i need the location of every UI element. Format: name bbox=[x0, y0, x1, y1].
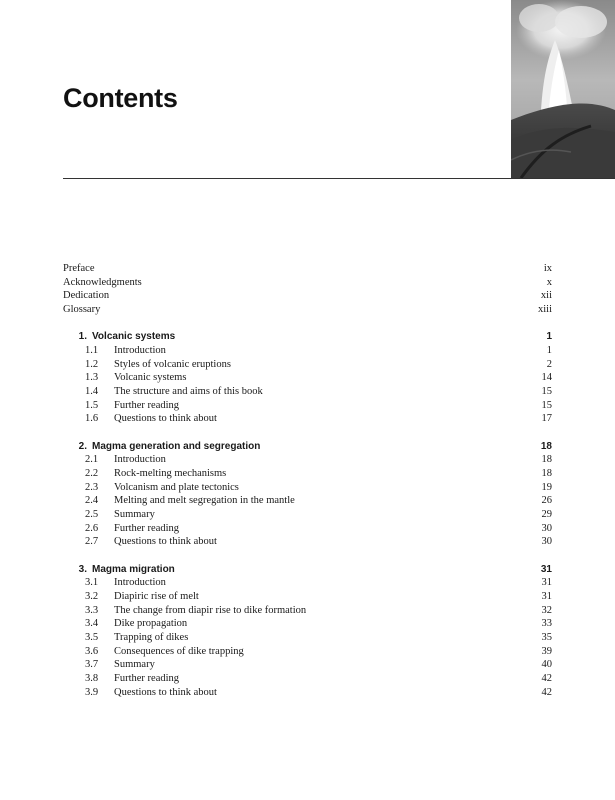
section-number: 3.1 bbox=[85, 577, 99, 589]
section-page: 30 bbox=[541, 536, 552, 548]
chapter-number: 2. bbox=[78, 440, 87, 452]
section-number: 1.6 bbox=[85, 413, 99, 425]
section-title: Volcanism and plate tectonics bbox=[114, 481, 239, 493]
section-page: 31 bbox=[541, 590, 552, 602]
section-page: 15 bbox=[541, 399, 552, 411]
chapter-title: Volcanic systems bbox=[92, 331, 176, 343]
toc-entry-dedication[interactable] bbox=[63, 289, 552, 303]
page-title: Contents bbox=[63, 83, 178, 113]
chapter-title: Magma migration bbox=[92, 563, 175, 575]
section-page: 33 bbox=[541, 618, 552, 630]
section-title: Dike propagation bbox=[114, 618, 188, 630]
section-entry[interactable] bbox=[63, 604, 552, 618]
section-page: 15 bbox=[541, 386, 552, 397]
section-entry[interactable] bbox=[63, 576, 552, 590]
section-number: 3.5 bbox=[85, 632, 99, 643]
section-entry[interactable] bbox=[63, 481, 552, 495]
chapter-number: 1. bbox=[78, 331, 87, 343]
section-entry[interactable] bbox=[63, 385, 552, 399]
section-number: 3.6 bbox=[85, 645, 99, 657]
section-page: 35 bbox=[541, 632, 552, 643]
section-title: Melting and melt segregation in the mantle bbox=[114, 495, 295, 507]
chapter-title: Magma generation and segregation bbox=[92, 440, 261, 452]
section-number: 1.1 bbox=[85, 344, 99, 356]
toc-entry-acknowledgments[interactable] bbox=[63, 276, 552, 290]
section-number: 3.3 bbox=[85, 604, 99, 616]
section-entry[interactable] bbox=[63, 358, 552, 372]
section-title: Summary bbox=[114, 659, 155, 671]
section-number: 3.7 bbox=[85, 659, 99, 671]
section-entry[interactable] bbox=[63, 508, 552, 522]
section-title: Introduction bbox=[114, 454, 166, 466]
section-page: 42 bbox=[541, 673, 552, 685]
section-entry[interactable] bbox=[63, 686, 552, 700]
chapter-1 bbox=[63, 330, 552, 426]
section-page: 29 bbox=[541, 509, 552, 520]
section-page: 32 bbox=[541, 604, 552, 616]
section-entry[interactable] bbox=[63, 522, 552, 536]
section-entry[interactable] bbox=[63, 658, 552, 672]
entry-page: ix bbox=[543, 263, 552, 274]
section-title: Diapiric rise of melt bbox=[114, 590, 199, 602]
section-page: 30 bbox=[541, 522, 552, 534]
entry-title: Preface bbox=[63, 263, 95, 274]
section-entry[interactable] bbox=[63, 672, 552, 686]
section-number: 3.9 bbox=[85, 686, 99, 698]
entry-page: xii bbox=[540, 290, 552, 302]
chapter-heading[interactable] bbox=[63, 440, 552, 454]
section-entry[interactable] bbox=[63, 535, 552, 549]
section-entry[interactable] bbox=[63, 344, 552, 358]
section-title: The change from diapir rise to dike formation bbox=[114, 604, 307, 616]
section-number: 3.8 bbox=[85, 673, 99, 685]
section-page: 1 bbox=[546, 344, 552, 356]
section-title: Trapping of dikes bbox=[114, 632, 189, 643]
section-title: Volcanic systems bbox=[114, 372, 187, 384]
section-entry[interactable] bbox=[63, 617, 552, 631]
section-title: Further reading bbox=[114, 399, 180, 411]
section-title: Further reading bbox=[114, 673, 180, 685]
section-entry[interactable] bbox=[63, 399, 552, 413]
entry-title: Acknowledgments bbox=[63, 276, 142, 288]
section-entry[interactable] bbox=[63, 453, 552, 467]
chapter-page: 31 bbox=[540, 563, 552, 575]
section-number: 1.2 bbox=[85, 358, 99, 370]
entry-title: Dedication bbox=[63, 290, 110, 302]
section-page: 18 bbox=[541, 467, 552, 479]
chapter-page: 1 bbox=[546, 331, 552, 343]
section-number: 1.4 bbox=[85, 386, 99, 397]
section-page: 19 bbox=[541, 481, 552, 493]
section-title: Summary bbox=[114, 509, 155, 520]
section-number: 2.1 bbox=[85, 454, 99, 466]
toc-entry-preface[interactable] bbox=[63, 262, 552, 276]
section-page: 39 bbox=[541, 645, 552, 657]
section-page: 14 bbox=[541, 372, 552, 384]
section-title: Questions to think about bbox=[114, 686, 217, 698]
section-page: 2 bbox=[546, 358, 552, 370]
section-number: 2.3 bbox=[85, 481, 99, 493]
section-page: 18 bbox=[541, 454, 552, 466]
section-page: 26 bbox=[541, 495, 552, 507]
section-entry[interactable] bbox=[63, 467, 552, 481]
volcano-photo bbox=[511, 0, 615, 178]
section-entry[interactable] bbox=[63, 631, 552, 645]
section-entry[interactable] bbox=[63, 412, 552, 426]
chapter-heading[interactable] bbox=[63, 563, 552, 577]
section-title: The structure and aims of this book bbox=[114, 386, 263, 397]
toc-entry-glossary[interactable] bbox=[63, 303, 552, 317]
section-page: 42 bbox=[541, 686, 552, 698]
section-number: 1.5 bbox=[85, 399, 99, 411]
section-title: Styles of volcanic eruptions bbox=[114, 358, 231, 370]
section-title: Introduction bbox=[114, 577, 166, 589]
section-number: 2.4 bbox=[85, 495, 99, 507]
entry-page: x bbox=[546, 276, 552, 288]
section-entry[interactable] bbox=[63, 645, 552, 659]
section-page: 17 bbox=[541, 413, 552, 425]
section-number: 3.2 bbox=[85, 590, 99, 602]
section-page: 40 bbox=[541, 659, 552, 671]
section-number: 2.7 bbox=[85, 536, 99, 548]
section-number: 2.6 bbox=[85, 522, 99, 534]
front-matter bbox=[63, 262, 552, 317]
section-entry[interactable] bbox=[63, 590, 552, 604]
section-title: Consequences of dike trapping bbox=[114, 645, 244, 657]
section-title: Introduction bbox=[114, 344, 166, 356]
section-number: 2.2 bbox=[85, 467, 99, 479]
chapter-page: 18 bbox=[540, 440, 552, 452]
heading-rule bbox=[63, 178, 615, 179]
section-title: Rock-melting mechanisms bbox=[114, 467, 227, 479]
section-entry[interactable] bbox=[63, 371, 552, 385]
chapter-2 bbox=[63, 440, 552, 550]
chapter-heading[interactable] bbox=[63, 330, 552, 344]
section-entry[interactable] bbox=[63, 494, 552, 508]
section-page: 31 bbox=[541, 577, 552, 589]
section-title: Further reading bbox=[114, 522, 180, 534]
chapter-number: 3. bbox=[78, 563, 87, 575]
entry-page: xiii bbox=[537, 304, 552, 316]
section-number: 2.5 bbox=[85, 509, 99, 520]
chapter-3 bbox=[63, 563, 552, 700]
section-number: 1.3 bbox=[85, 372, 99, 384]
section-title: Questions to think about bbox=[114, 413, 217, 425]
table-of-contents bbox=[63, 262, 552, 713]
section-number: 3.4 bbox=[85, 618, 99, 630]
entry-title: Glossary bbox=[63, 304, 101, 316]
section-title: Questions to think about bbox=[114, 536, 217, 548]
